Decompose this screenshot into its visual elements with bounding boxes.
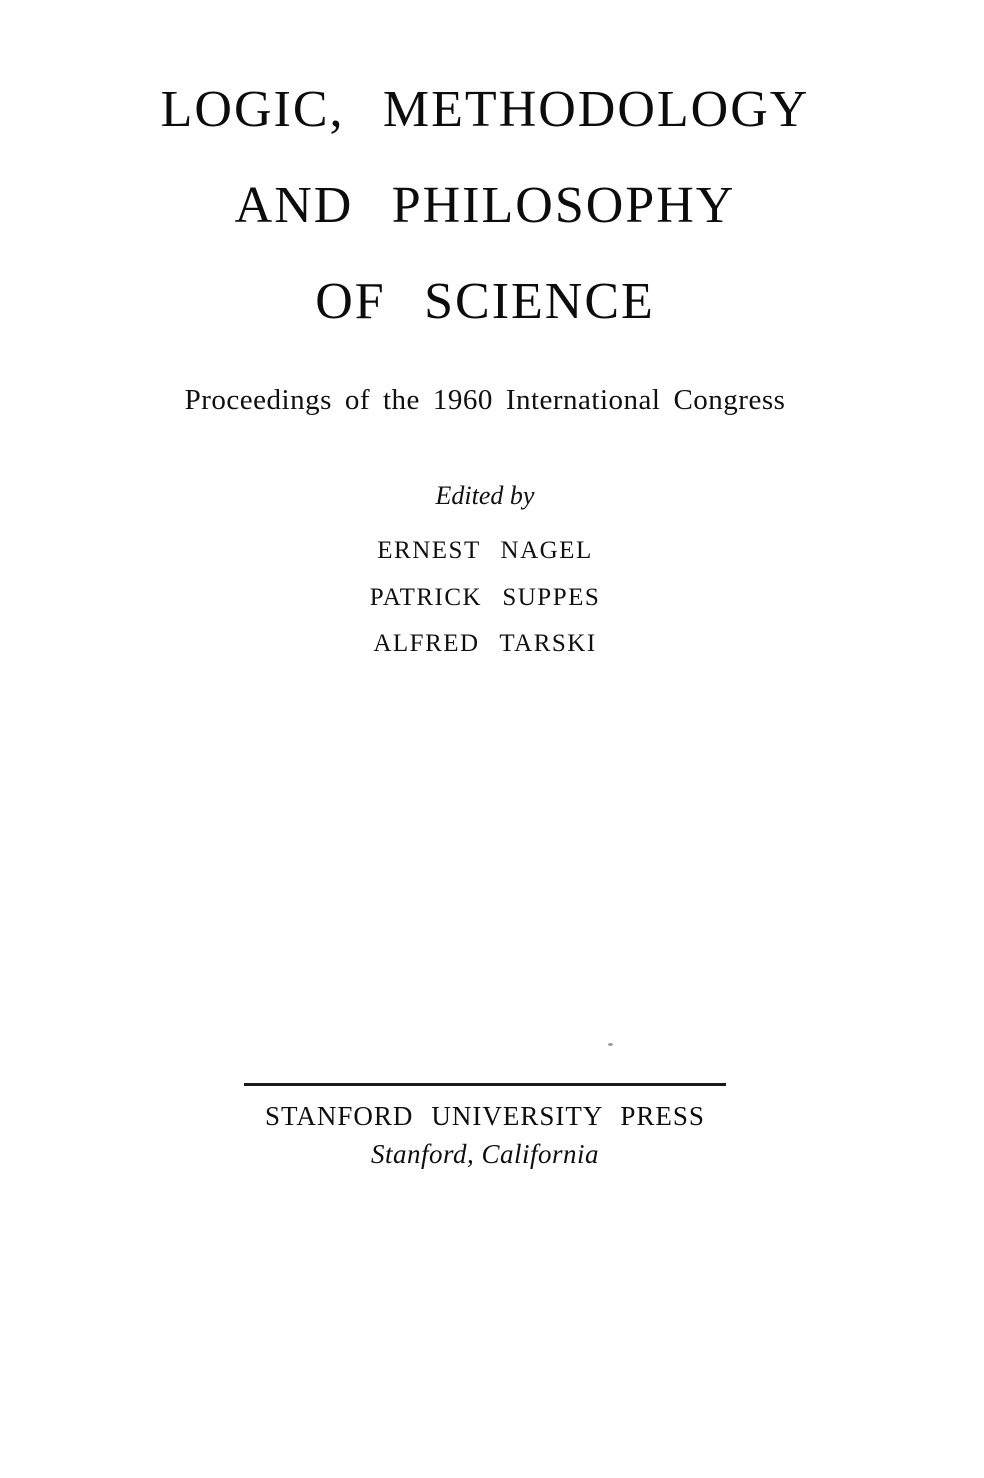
book-title-line-1: LOGIC, METHODOLOGY bbox=[160, 81, 810, 138]
publisher-divider-rule bbox=[244, 1083, 726, 1086]
publisher-name: STANFORD UNIVERSITY PRESS bbox=[265, 1101, 705, 1131]
edited-by-label: Edited by bbox=[435, 481, 535, 510]
book-subtitle: Proceedings of the 1960 International Congress bbox=[184, 384, 786, 416]
scan-artifact-dot bbox=[608, 1043, 613, 1046]
editor-list bbox=[0, 528, 970, 668]
editor-name: PATRICK SUPPES bbox=[369, 583, 601, 611]
publisher-location: Stanford, California bbox=[370, 1139, 600, 1169]
book-title-line-2: AND PHILOSOPHY bbox=[234, 177, 736, 234]
editor-name: ALFRED TARSKI bbox=[373, 630, 597, 657]
book-title-line-3: OF SCIENCE bbox=[315, 273, 655, 330]
edited-by-section bbox=[0, 480, 970, 668]
book-title bbox=[0, 62, 970, 350]
editor-name: ERNEST NAGEL bbox=[377, 537, 593, 564]
